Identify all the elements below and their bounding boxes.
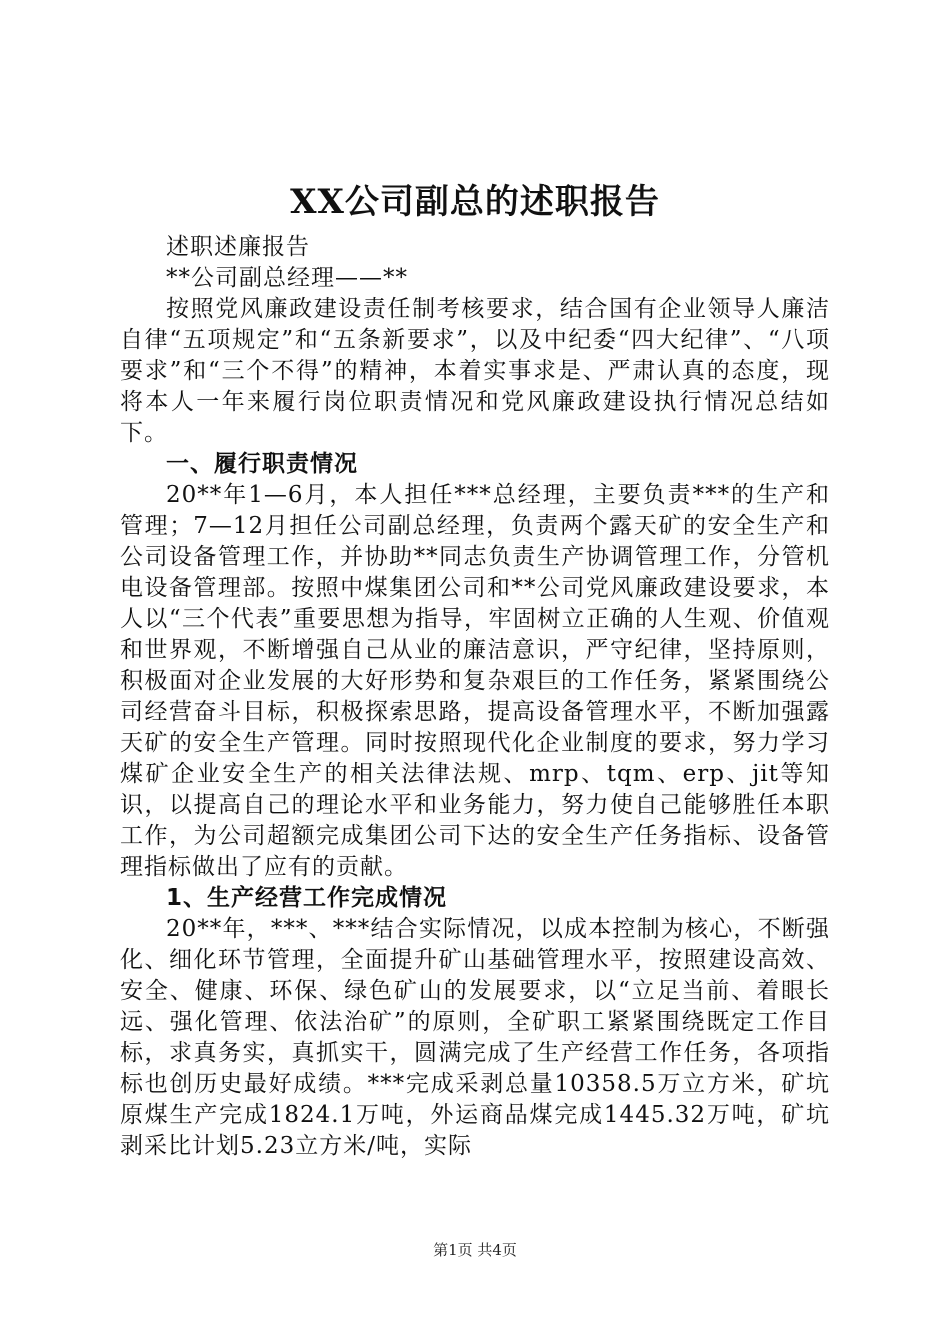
paragraph-duties: 20**年1—6月，本人担任***总经理，主要负责***的生产和管理；7—12月担任公司副总经理，负责两个露天矿的安全生产和公司设备管理工作，并协助**同志负责生产协调管理工作，分管机电设备管理部。按照中煤集团公司和**公司党风廉政建设要求，本人以“三个代表”重要思想为指导，牢固树立正确的人生观、价值观和世界观，不断增强自己从业的廉洁意识，严守纪律，坚持原则，积极面对企业发展的大好形势和复杂艰巨的工作任务，紧紧围绕公司经营奋斗目标，积极探索思路，提高设备管理水平，不断加强露天矿的安全生产管理。同时按照现代化企业制度的要求，努力学习煤矿企业安全生产的相关法律法规、mrp、tqm、erp、jit等知识，以提高自己的理论水平和业务能力，努力使自己能够胜任本职工作，为公司超额完成集团公司下达的安全生产任务指标、设备管理指标做出了应有的贡献。 (120, 482, 830, 880)
document-body (120, 232, 830, 1162)
section-heading-production: 1、生产经营工作完成情况 (166, 885, 448, 911)
paragraph-report-type: 述职述廉报告 (166, 234, 310, 260)
page-number-footer: 第1页 共4页 (433, 1241, 517, 1259)
paragraph-intro: 按照党风廉政建设责任制考核要求，结合国有企业领导人廉洁自律“五项规定”和“五条新要求”，以及中纪委“四大纪律”、“八项要求”和“三个不得”的精神，本着实事求是、严肃认真的态度，现将本人一年来履行岗位职责情况和党风廉政建设执行情况总结如下。 (120, 296, 830, 446)
paragraph-production: 20**年，***、***结合实际情况，以成本控制为核心，不断强化、细化环节管理，全面提升矿山基础管理水平，按照建设高效、安全、健康、环保、绿色矿山的发展要求，以“立足当前、着眼长远、强化管理、依法治矿”的原则，全矿职工紧紧围绕既定工作目标，求真务实，真抓实干，圆满完成了生产经营工作任务，各项指标也创历史最好成绩。***完成采剥总量10358.5万立方米，矿坑原煤生产完成1824.1万吨，外运商品煤完成1445.32万吨，矿坑剥采比计划5.23立方米/吨，实际 (120, 916, 830, 1159)
document-title: XX公司副总的述职报告 (290, 182, 660, 222)
section-heading-duties: 一、履行职责情况 (166, 451, 358, 477)
paragraph-author: **公司副总经理——** (166, 265, 408, 291)
